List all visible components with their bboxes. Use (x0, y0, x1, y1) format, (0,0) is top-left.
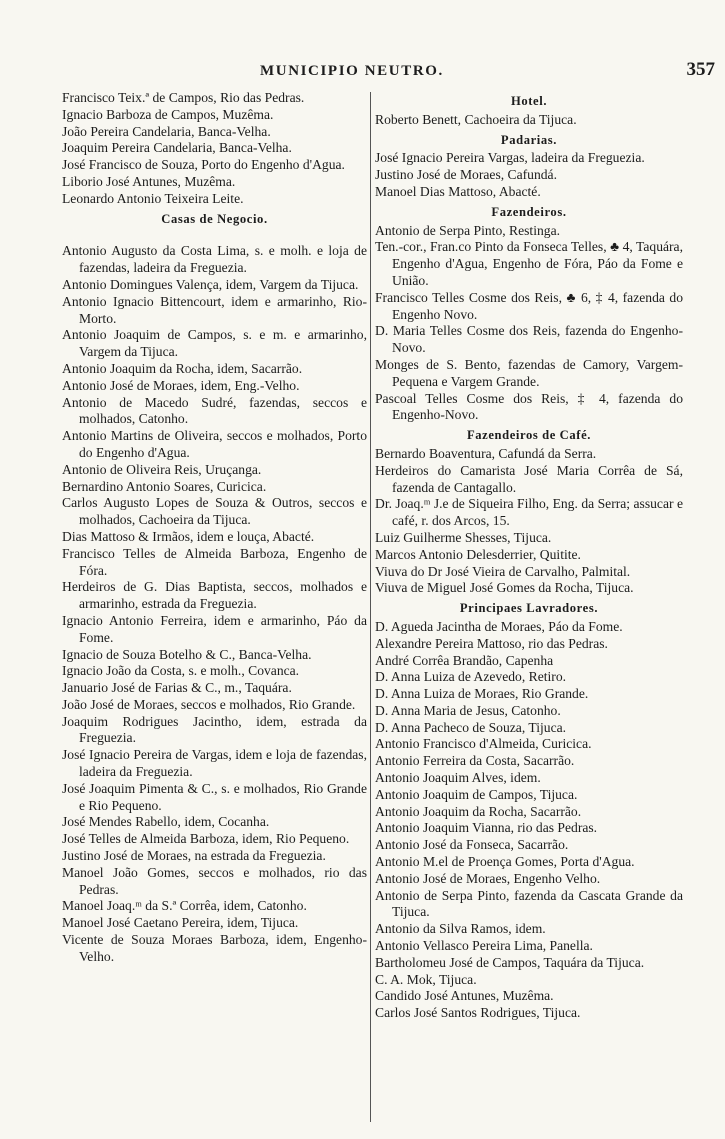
right-column (375, 90, 683, 1022)
directory-entry: Bernardo Boaventura, Cafundá da Serra. (375, 445, 597, 461)
directory-entry: José Francisco de Souza, Porto do Engenho d'Agua. (62, 157, 345, 173)
directory-entry: José Joaquim Pimenta & C., s. e molhados, Rio Grande e Rio Pequeno. (62, 780, 367, 813)
section-heading-hotel: Hotel. (510, 94, 548, 108)
directory-entry: Justino José de Moraes, Cafundá. (375, 167, 557, 183)
section-heading-principaes-lavradores: Principaes Lavradores. (459, 601, 599, 616)
hotel-entry-list (375, 112, 683, 129)
casas-entry-list (62, 243, 367, 965)
directory-entry: Manoel Dias Mattoso, Abacté. (375, 183, 541, 199)
directory-entry: Dr. Joaq.ᵐ J.e de Siqueira Filho, Eng. da Serra; assucar e café, r. dos Arcos, 15. (375, 496, 683, 529)
directory-entry: D. Maria Telles Cosme dos Reis, fazenda do Engenho-Novo. (375, 323, 683, 356)
directory-entry: Carlos Augusto Lopes de Souza & Outros, seccos e molhados, Cachoeira da Tijuca. (62, 495, 367, 528)
directory-entry: Antonio da Silva Ramos, idem. (375, 921, 546, 937)
directory-entry: Antonio José de Moraes, idem, Eng.-Velho. (62, 377, 300, 393)
directory-entry: D. Anna Pacheco de Souza, Tijuca. (375, 719, 567, 735)
directory-entry: João José de Moraes, seccos e molhados, Rio Grande. (62, 696, 356, 712)
directory-entry: Antonio de Serpa Pinto, fazenda da Cascata Grande da Tijuca. (375, 887, 683, 920)
directory-entry: Francisco Telles de Almeida Barboza, Engenho de Fóra. (62, 545, 367, 578)
section-heading-fazendeiros: Fazendeiros. (491, 204, 567, 219)
fazendeiros-entry-list (375, 223, 683, 425)
directory-entry: Alexandre Pereira Mattoso, rio das Pedras. (375, 635, 608, 651)
directory-entry: Antonio Vellasco Pereira Lima, Panella. (375, 938, 593, 954)
directory-entry: Manoel João Gomes, seccos e molhados, rio das Pedras. (62, 864, 367, 897)
directory-entry: Manoel José Caetano Pereira, idem, Tijuca. (62, 915, 299, 931)
directory-entry: Antonio Joaquim de Campos, s. e m. e armarinho, Vargem da Tijuca. (62, 327, 367, 360)
directory-entry: Antonio de Serpa Pinto, Restinga. (375, 222, 561, 238)
directory-entry: Marcos Antonio Delesderrier, Quitite. (375, 546, 581, 562)
running-title: MUNICIPIO NEUTRO. (260, 63, 444, 79)
directory-entry: Roberto Benett, Cachoeira da Tijuca. (375, 111, 577, 127)
left-column (62, 90, 367, 966)
directory-entry: Antonio Ignacio Bittencourt, idem e armarinho, Rio-Morto. (62, 293, 367, 326)
directory-entry: Antonio Ferreira da Costa, Sacarrão. (375, 753, 575, 769)
directory-entry: Ten.-cor., Fran.co Pinto da Fonseca Telles, ♣ 4, Taquára, Engenho d'Agua, Engenho de Fóra, Páo da Fome e União. (375, 239, 683, 288)
directory-entry: Januario José de Farias & C., m., Taquára. (62, 680, 292, 696)
directory-entry: Herdeiros do Camarista José Maria Corrêa de Sá, fazenda de Cantagallo. (375, 462, 683, 495)
directory-entry: Bernardino Antonio Soares, Curicica. (62, 478, 267, 494)
directory-entry: Antonio M.el de Proença Gomes, Porta d'Agua. (375, 854, 635, 870)
directory-entry: Herdeiros de G. Dias Baptista, seccos, molhados e armarinho, estrada da Freguezia. (62, 579, 367, 612)
directory-entry: Francisco Telles Cosme dos Reis, ♣ 6, ‡ 4, fazenda do Engenho Novo. (375, 289, 683, 322)
directory-entry: C. A. Mok, Tijuca. (375, 971, 477, 987)
directory-entry: Pascoal Telles Cosme dos Reis, ‡ 4, fazenda do Engenho-Novo. (375, 390, 683, 423)
directory-entry: D. Anna Luiza de Azevedo, Retiro. (375, 669, 567, 685)
directory-entry: Antonio de Macedo Sudré, fazendas, seccos e molhados, Catonho. (62, 394, 367, 427)
section-heading-padarias: Padarias. (500, 132, 558, 147)
directory-entry: Liborio José Antunes, Muzêma. (62, 173, 236, 189)
directory-entry: Antonio Joaquim de Campos, Tijuca. (375, 786, 578, 802)
directory-entry: Antonio Joaquim da Rocha, idem, Sacarrão. (62, 360, 303, 376)
directory-entry: Antonio de Oliveira Reis, Uruçanga. (62, 461, 262, 477)
directory-entry: Antonio José da Fonseca, Sacarrão. (375, 837, 569, 853)
directory-entry: Joaquim Pereira Candelaria, Banca-Velha. (62, 140, 292, 156)
directory-entry: José Ignacio Pereira Vargas, ladeira da Freguezia. (375, 150, 645, 166)
lavradores-entry-list (375, 619, 683, 1022)
directory-entry: Bartholomeu José de Campos, Taquára da Tijuca. (375, 954, 645, 970)
directory-entry: José Mendes Rabello, idem, Cocanha. (62, 814, 270, 830)
directory-entry: João Pereira Candelaria, Banca-Velha. (62, 123, 271, 139)
directory-entry: Leonardo Antonio Teixeira Leite. (62, 190, 244, 206)
section-heading-fazendeiros-de-cafe: Fazendeiros de Café. (466, 428, 592, 443)
directory-entry: Joaquim Rodrigues Jacintho, idem, estrada da Freguezia. (62, 713, 367, 746)
directory-entry: Antonio Augusto da Costa Lima, s. e molh. e loja de fazendas, ladeira da Freguezia. (62, 243, 367, 276)
directory-entry: Antonio Joaquim Alves, idem. (375, 770, 541, 786)
directory-entry: Monges de S. Bento, fazendas de Camory, Vargem-Pequena e Vargem Grande. (375, 356, 683, 389)
directory-entry: Viuva do Dr José Vieira de Carvalho, Palmital. (375, 563, 631, 579)
directory-entry: Ignacio João da Costa, s. e molh., Covanca. (62, 663, 300, 679)
section-heading-casas-de-negocio: Casas de Negocio. (161, 211, 268, 226)
directory-entry: D. Anna Maria de Jesus, Catonho. (375, 702, 561, 718)
directory-entry: Ignacio Antonio Ferreira, idem e armarinho, Páo da Fome. (62, 612, 367, 645)
directory-entry: Ignacio de Souza Botelho & C., Banca-Velha. (62, 646, 312, 662)
directory-entry: André Corrêa Brandão, Capenha (375, 652, 554, 668)
directory-entry: Manoel Joaq.ᵐ da S.ª Corrêa, idem, Catonho. (62, 898, 307, 914)
directory-entry: Ignacio Barboza de Campos, Muzêma. (62, 106, 274, 122)
directory-entry: Antonio Domingues Valença, idem, Vargem da Tijuca. (62, 276, 359, 292)
directory-entry: Antonio Martins de Oliveira, seccos e molhados, Porto do Engenho d'Agua. (62, 428, 367, 460)
directory-entry: Vicente de Souza Moraes Barboza, idem, Engenho-Velho. (62, 932, 367, 964)
directory-entry: Dias Mattoso & Irmãos, idem e louça, Abacté. (62, 528, 315, 544)
directory-entry: Antonio José de Moraes, Engenho Velho. (375, 870, 601, 886)
directory-entry: Luiz Guilherme Shesses, Tijuca. (375, 529, 552, 545)
directory-entry: Candido José Antunes, Muzêma. (375, 988, 554, 1004)
directory-entry: D. Agueda Jacintha de Moraes, Páo da Fome. (375, 618, 623, 634)
page-header (60, 59, 715, 85)
column-divider (370, 92, 371, 1122)
directory-entry: D. Anna Luiza de Moraes, Rio Grande. (375, 686, 589, 702)
directory-entry: José Ignacio Pereira de Vargas, idem e loja de fazendas, ladeira da Freguezia. (62, 747, 367, 780)
directory-entry: Carlos José Santos Rodrigues, Tijuca. (375, 1005, 581, 1021)
directory-entry: Viuva de Miguel José Gomes da Rocha, Tijuca. (375, 580, 634, 596)
directory-entry: Antonio Francisco d'Almeida, Curicica. (375, 736, 592, 752)
padarias-entry-list (375, 150, 683, 200)
cafe-entry-list (375, 446, 683, 597)
directory-entry: José Telles de Almeida Barboza, idem, Rio Pequeno. (62, 831, 350, 847)
page-number: 357 (686, 59, 715, 80)
directory-entry: Antonio Joaquim da Rocha, Sacarrão. (375, 803, 582, 819)
directory-entry: Justino José de Moraes, na estrada da Freguezia. (62, 848, 326, 864)
directory-entry: Antonio Joaquim Vianna, rio das Pedras. (375, 820, 598, 836)
top-entry-list (62, 90, 367, 208)
directory-entry: Francisco Teix.ª de Campos, Rio das Pedras. (62, 90, 305, 105)
